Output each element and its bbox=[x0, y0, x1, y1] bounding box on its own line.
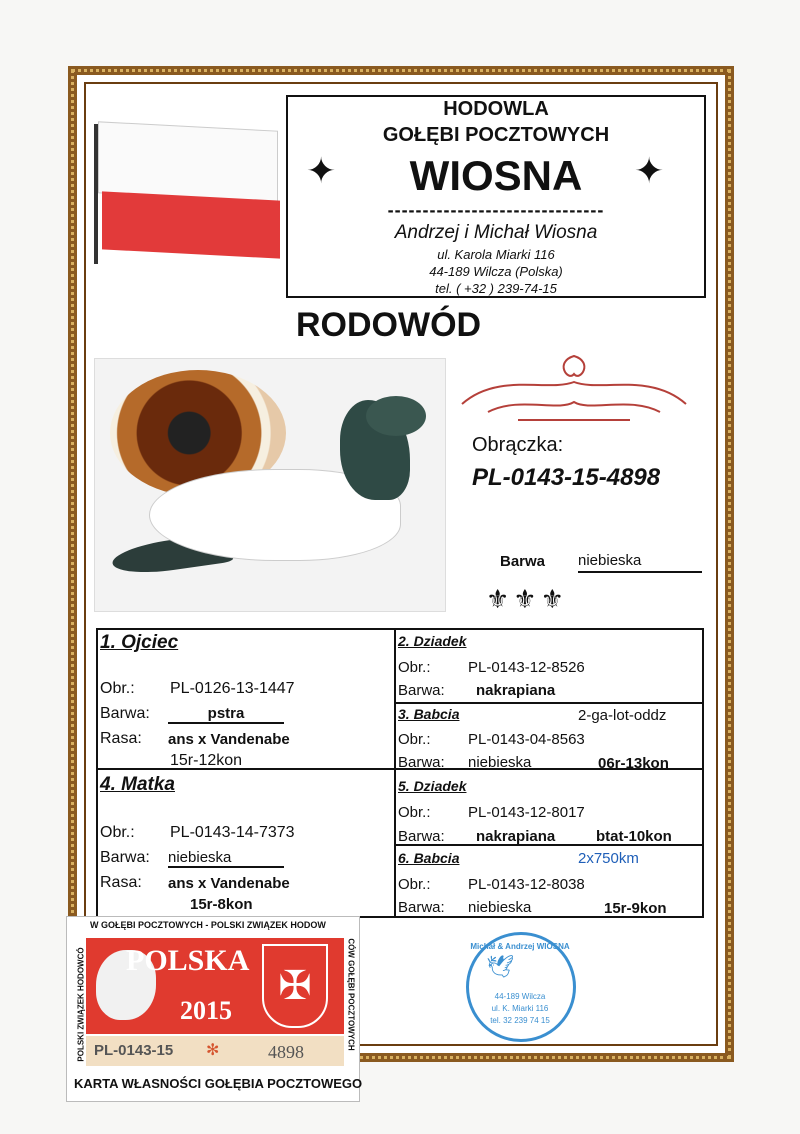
ancestor-result: 15r-9kon bbox=[604, 900, 667, 917]
ancestor-note: 2x750km bbox=[578, 850, 639, 867]
ancestor-heading: 6. Babcia bbox=[398, 850, 460, 866]
ancestor-barwa-label: Barwa: bbox=[398, 899, 445, 916]
father-result: 15r-12kon bbox=[170, 752, 243, 769]
mother-obr: PL-0143-14-7373 bbox=[170, 824, 295, 841]
ancestor-obr: PL-0143-04-8563 bbox=[468, 731, 585, 748]
mother-barwa-label: Barwa: bbox=[100, 849, 150, 866]
ancestor-barwa: nakrapiana bbox=[476, 682, 556, 699]
card-code-number: 4898 bbox=[268, 1042, 304, 1062]
stamp-street: ul. K. Miarki 116 bbox=[491, 1004, 549, 1013]
card-country: POLSKA bbox=[126, 944, 250, 977]
ancestor-result: 06r-13kon bbox=[598, 755, 669, 772]
page-title: RODOWÓD bbox=[296, 306, 482, 344]
ancestor-heading: 3. Babcia bbox=[398, 706, 460, 722]
card-code-prefix: PL-0143-15 bbox=[94, 1042, 174, 1059]
snowflake-icon: ✻ bbox=[206, 1042, 220, 1059]
ancestor-obr-label: Obr.: bbox=[398, 731, 431, 748]
breeder-name: WIOSNA bbox=[409, 152, 583, 199]
owners: Andrzej i Michał Wiosna bbox=[394, 222, 598, 243]
ancestor-obr-label: Obr.: bbox=[398, 804, 431, 821]
ancestor-heading: 5. Dziadek bbox=[398, 778, 467, 794]
mother-rasa: ans x Vandenabe bbox=[168, 875, 290, 892]
ancestor-obr: PL-0143-12-8038 bbox=[468, 876, 585, 893]
ornament-icon bbox=[458, 352, 690, 424]
stamp-city: 44-189 Wilcza bbox=[494, 992, 546, 1001]
mother-rasa-label: Rasa: bbox=[100, 874, 142, 891]
tel: tel. ( +32 ) 239-74-15 bbox=[435, 281, 557, 296]
color-value: niebieska bbox=[578, 552, 702, 573]
card-top-text: W GOŁĘBI POCZTOWYCH - POLSKI ZWIĄZEK HODOW bbox=[90, 920, 326, 930]
ancestor-obr: PL-0143-12-8526 bbox=[468, 659, 585, 676]
compass-star-icon: ✦ bbox=[634, 150, 665, 191]
ancestor-result: btat-10kon bbox=[596, 828, 672, 845]
mother-heading: 4. Matka bbox=[100, 774, 175, 795]
ancestor-barwa-label: Barwa: bbox=[398, 682, 445, 699]
father-barwa-label: Barwa: bbox=[100, 705, 150, 722]
ancestor-obr-label: Obr.: bbox=[398, 659, 431, 676]
street: ul. Karola Miarki 116 bbox=[437, 247, 555, 262]
ring-label: Obrączka: bbox=[472, 434, 564, 456]
color-label: Barwa bbox=[500, 553, 546, 570]
table-divider bbox=[394, 628, 396, 918]
mother-result: 15r-8kon bbox=[190, 896, 253, 913]
header-line2: GOŁĘBI POCZTOWYCH bbox=[382, 124, 610, 146]
stamp-name: Michał & Andrzej WIOSNA bbox=[470, 942, 570, 951]
card-left-text: POLSKI ZWIĄZEK HODOWCÓ bbox=[76, 947, 86, 1062]
mother-barwa: niebieska bbox=[168, 849, 284, 868]
father-barwa: pstra bbox=[168, 705, 284, 724]
card-year: 2015 bbox=[180, 996, 232, 1025]
father-rasa: ans x Vandenabe bbox=[168, 731, 290, 748]
city: 44-189 Wilcza (Polska) bbox=[429, 264, 563, 279]
ring-number: PL-0143-15-4898 bbox=[472, 464, 661, 491]
header-line1: HODOWLA bbox=[443, 98, 549, 120]
stamp-pigeon-icon: 🕊 bbox=[486, 954, 514, 979]
fleur-de-lis-icon: ⚜⚜⚜ bbox=[486, 584, 568, 614]
flag-red-stripe bbox=[102, 191, 280, 258]
ancestor-barwa: niebieska bbox=[468, 899, 532, 916]
ancestor-barwa: niebieska bbox=[468, 754, 532, 771]
ancestor-barwa-label: Barwa: bbox=[398, 828, 445, 845]
father-rasa-label: Rasa: bbox=[100, 730, 142, 747]
ancestor-barwa-label: Barwa: bbox=[398, 754, 445, 771]
compass-star-icon: ✦ bbox=[306, 150, 337, 191]
father-obr-label: Obr.: bbox=[100, 680, 135, 697]
card-right-text: CÓW GOŁĘBI POCZTOWYCH bbox=[346, 938, 356, 1051]
header-dashes: ------------------------------- bbox=[387, 200, 605, 220]
mother-obr-label: Obr.: bbox=[100, 824, 135, 841]
card-bottom-text: KARTA WŁASNOŚCI GOŁĘBIA POCZTOWEGO bbox=[74, 1076, 363, 1091]
pigeon-head bbox=[366, 396, 426, 436]
stamp-tel: tel. 32 239 74 15 bbox=[490, 1016, 550, 1025]
table-row-divider bbox=[394, 702, 704, 704]
ancestor-note: 2-ga-lot-oddz bbox=[578, 707, 667, 724]
ancestor-obr: PL-0143-12-8017 bbox=[468, 804, 585, 821]
eagle-emblem-icon: ✠ bbox=[262, 944, 328, 1028]
ancestor-heading: 2. Dziadek bbox=[398, 633, 467, 649]
ancestor-barwa: nakrapiana bbox=[476, 828, 556, 845]
ancestor-obr-label: Obr.: bbox=[398, 876, 431, 893]
flag-white-stripe bbox=[98, 121, 278, 202]
father-heading: 1. Ojciec bbox=[100, 632, 179, 653]
father-obr: PL-0126-13-1447 bbox=[170, 680, 295, 697]
